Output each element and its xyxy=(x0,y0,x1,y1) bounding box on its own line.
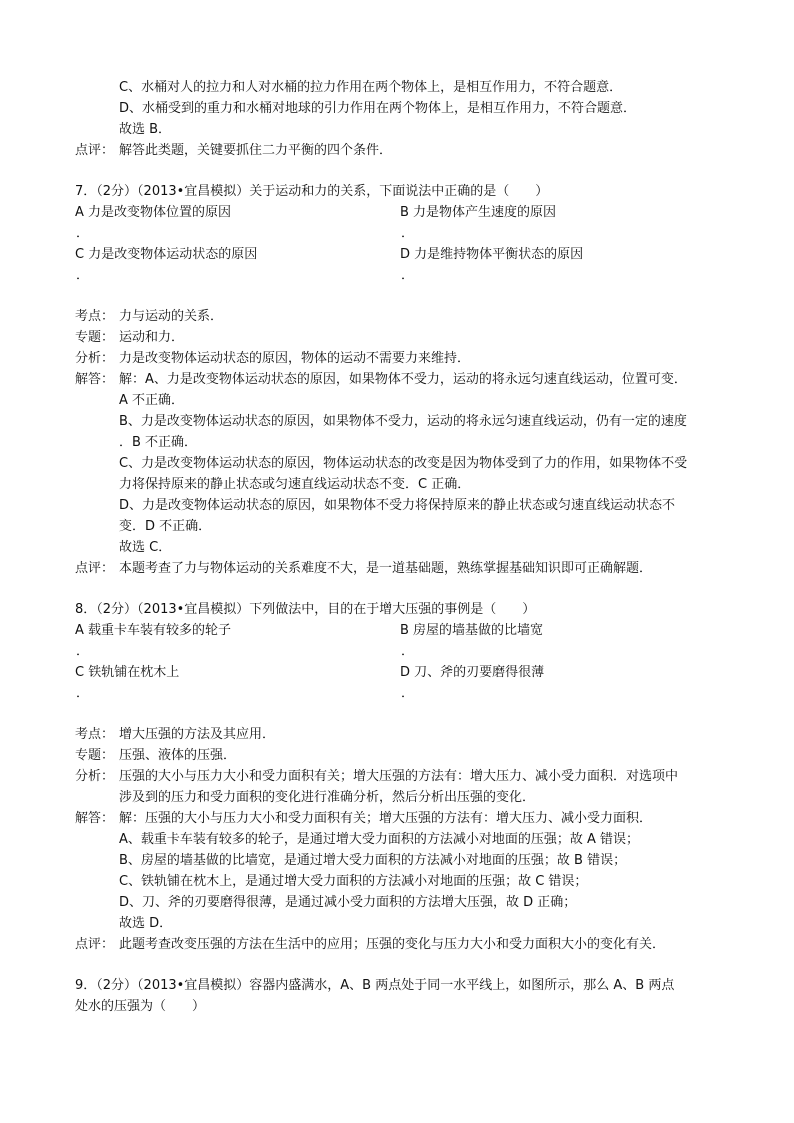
q8-option-d-dot: ． xyxy=(401,686,415,701)
q7-jieda-line-3: B、力是改变物体运动状态的原因，如果物体不受力，运动的将永远匀速直线运动，仍有一定的速度 xyxy=(119,414,687,429)
q7-option-a-dot: ． xyxy=(76,226,90,241)
q8-option-a: A 载重卡车装有较多的轮子 xyxy=(75,623,232,638)
q7-option-c-dot: ． xyxy=(76,268,90,283)
q8-option-c: C 铁轨铺在枕木上 xyxy=(75,665,180,680)
q7-title: 7．（2分）（2013•宜昌模拟）关于运动和力的关系，下面说法中正确的是（ ） xyxy=(75,184,549,199)
q8-jieda-line-5: D、刀、斧的刃要磨得很薄，是通过减小受力面积的方法增大压强，故 D 正确； xyxy=(119,895,577,910)
q7-option-b: B 力是物体产生速度的原因 xyxy=(400,205,557,220)
q7-fenxi-label: 分析： xyxy=(75,351,115,366)
q8-fenxi-line-1: 压强的大小与压力大小和受力面积有关；增大压强的方法有：增大压力、减小受力面积．对选项中 xyxy=(119,769,679,784)
q7-zhuanti: 运动和力． xyxy=(119,330,185,345)
q8-jieda-label: 解答： xyxy=(75,811,115,826)
q7-jieda-line-4: ．B 不正确． xyxy=(119,435,198,450)
q7-kaodian: 力与运动的关系． xyxy=(119,309,224,324)
q7-option-c: C 力是改变物体运动状态的原因 xyxy=(75,247,258,262)
q8-fenxi-label: 分析： xyxy=(75,769,115,784)
q8-kaodian: 增大压强的方法及其应用． xyxy=(119,727,276,742)
q8-option-c-dot: ． xyxy=(76,686,90,701)
prev-review-label: 点评： xyxy=(75,143,115,158)
q8-kaodian-label: 考点： xyxy=(75,727,115,742)
q7-jieda-answer: 故选 C． xyxy=(119,540,172,555)
q7-jieda-label: 解答： xyxy=(75,372,115,387)
q7-option-a: A 力是改变物体位置的原因 xyxy=(75,205,232,220)
q7-jieda-line-1: 解：A、力是改变物体运动状态的原因，如果物体不受力，运动的将永远匀速直线运动，位置可变． xyxy=(119,372,687,387)
prev-option-d-analysis: D、水桶受到的重力和水桶对地球的引力作用在两个物体上，是相互作用力，不符合题意． xyxy=(119,101,637,116)
q8-zhuanti-label: 专题： xyxy=(75,748,115,763)
prev-review-text: 解答此类题，关键要抓住二力平衡的四个条件． xyxy=(119,143,393,158)
q8-dianping-label: 点评： xyxy=(75,937,115,952)
q8-option-a-dot: ． xyxy=(76,644,90,659)
q8-title: 8．（2分）（2013•宜昌模拟）下列做法中，目的在于增大压强的事例是（ ） xyxy=(75,602,536,617)
q7-jieda-line-6: 力将保持原来的静止状态或匀速直线运动状态不变．C 正确． xyxy=(119,477,471,492)
q8-jieda-line-2: A、载重卡车装有较多的轮子，是通过增大受力面积的方法减小对地面的压强；故 A 错误； xyxy=(119,832,640,847)
q7-option-d: D 力是维持物体平衡状态的原因 xyxy=(400,247,584,262)
q7-fenxi: 力是改变物体运动状态的原因，物体的运动不需要力来维持． xyxy=(119,351,471,366)
q7-jieda-line-5: C、力是改变物体运动状态的原因，物体运动状态的改变是因为物体受到了力的作用，如果物体不受 xyxy=(119,456,688,471)
q8-zhuanti: 压强、液体的压强． xyxy=(119,748,237,763)
q7-option-d-dot: ． xyxy=(401,268,415,283)
q8-fenxi-line-2: 涉及到的压力和受力面积的变化进行准确分析，然后分析出压强的变化． xyxy=(119,790,536,805)
q8-jieda-line-3: B、房屋的墙基做的比墙宽，是通过增大受力面积的方法减小对地面的压强；故 B 错误； xyxy=(119,853,627,868)
q8-dianping: 此题考查改变压强的方法在生活中的应用；压强的变化与压力大小和受力面积大小的变化有关． xyxy=(119,937,666,952)
q7-dianping-label: 点评： xyxy=(75,561,115,576)
q7-option-b-dot: ． xyxy=(401,226,415,241)
q7-dianping: 本题考查了力与物体运动的关系难度不大，是一道基础题，熟练掌握基础知识即可正确解题． xyxy=(119,561,653,576)
q8-jieda-line-1: 解：压强的大小与压力大小和受力面积有关；增大压强的方法有：增大压力、减小受力面积． xyxy=(119,811,653,826)
q9-title-line-2: 处水的压强为（ ） xyxy=(75,999,206,1014)
q7-jieda-line-2: A 不正确． xyxy=(119,393,185,408)
q7-zhuanti-label: 专题： xyxy=(75,330,115,345)
q7-jieda-line-8: 变．D 不正确． xyxy=(119,519,212,534)
q8-option-b-dot: ． xyxy=(401,644,415,659)
q7-jieda-line-7: D、力是改变物体运动状态的原因，如果物体不受力将保持原来的静止状态或匀速直线运动状态不 xyxy=(119,498,676,513)
q9-title-line-1: 9．（2分）（2013•宜昌模拟）容器内盛满水，A、B 两点处于同一水平线上，如图所示，那么 A、B 两点 xyxy=(75,978,675,993)
q8-option-b: B 房屋的墙基做的比墙宽 xyxy=(400,623,544,638)
q8-option-d: D 刀、斧的刃要磨得很薄 xyxy=(400,665,545,680)
q8-jieda-line-4: C、铁轨铺在枕木上，是通过增大受力面积的方法减小对地面的压强；故 C 错误； xyxy=(119,874,588,889)
q7-kaodian-label: 考点： xyxy=(75,309,115,324)
prev-option-c-analysis: C、水桶对人的拉力和人对水桶的拉力作用在两个物体上，是相互作用力，不符合题意． xyxy=(119,80,623,95)
prev-answer: 故选 B． xyxy=(119,122,172,137)
q8-jieda-answer: 故选 D． xyxy=(119,916,173,931)
